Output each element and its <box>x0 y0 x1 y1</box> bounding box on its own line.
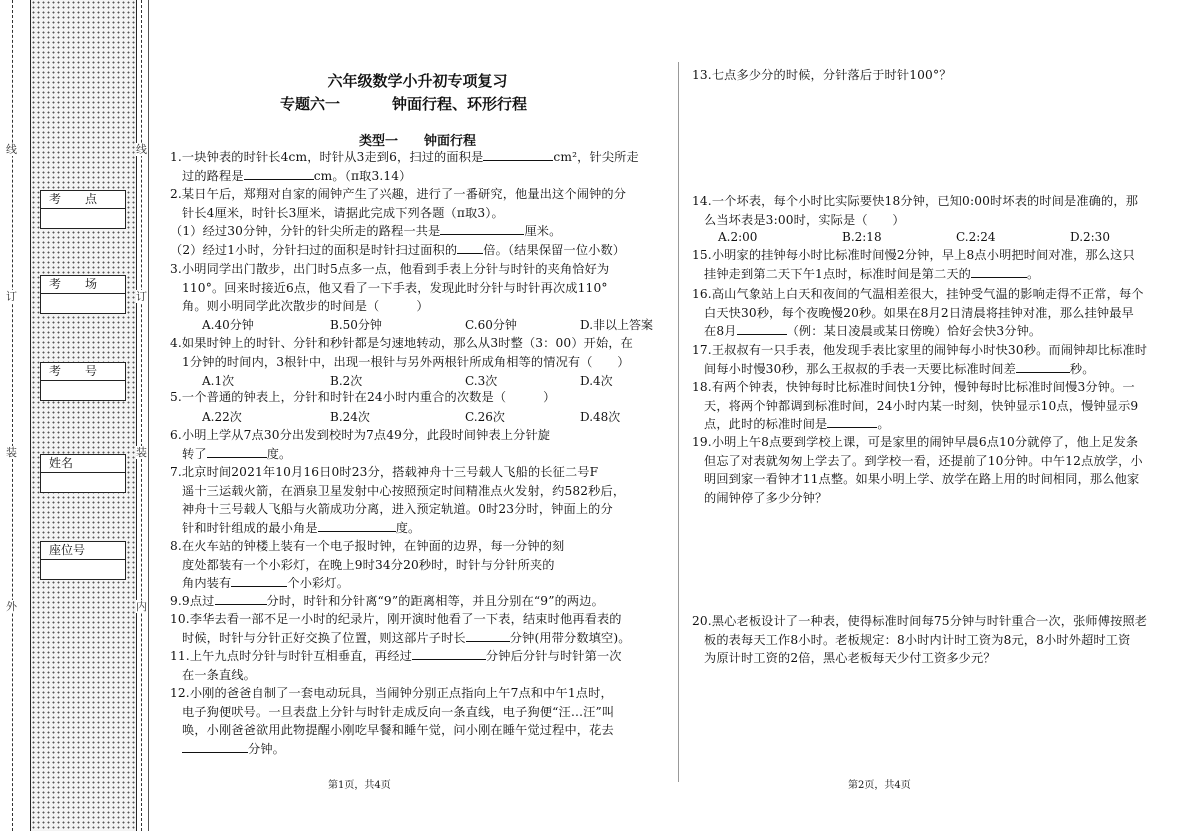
page-title: 六年级数学小升初专项复习 <box>327 72 508 90</box>
margin-char-ding: 订 <box>6 290 17 303</box>
option-d[interactable]: D.4次 <box>580 374 613 388</box>
question-text: 5.一个普通的钟表上，分针和时针在24小时内重合的次数是（ ） <box>170 390 556 404</box>
question-text: 厘米。 <box>524 224 562 239</box>
question-text: 8.在火车站的钟楼上装有一个电子报时钟，在钟面的边界，每一分钟的刻 <box>170 539 565 553</box>
question-text: 110°。回来时接近6点，他又看了一下手表，发现此时分针与时针再次成110° <box>182 280 608 295</box>
answer-blank[interactable] <box>244 167 314 180</box>
question-text: cm。（π取3.14） <box>313 168 412 183</box>
answer-blank[interactable] <box>1016 360 1070 373</box>
exam-site-field[interactable] <box>41 209 125 228</box>
question-text: 在8月 <box>704 324 737 339</box>
question-text: 3.小明同学出门散步，出门时5点多一点，他看到手表上分针与时针的夹角恰好为 <box>170 262 610 276</box>
question-text: 19.小明上午8点要到学校上课，可是家里的闹钟早晨6点10分就停了，他上足发条 <box>692 435 1139 449</box>
question-text: 分钟。 <box>248 741 286 756</box>
question-text: 20.黑心老板设计了一种表，使得标准时间每75分钟与时针重合一次，张师傅按照老 <box>692 614 1148 628</box>
option-b[interactable]: B.24次 <box>330 410 370 424</box>
exam-site-box <box>40 190 126 229</box>
exam-room-box <box>40 275 126 314</box>
question-text: 10.李华去看一部不足一小时的纪录片，刚开演时他看了一下表，结束时他再看表的 <box>170 612 622 626</box>
page-divider <box>678 62 679 782</box>
option-d[interactable]: D.非以上答案 <box>580 318 654 332</box>
options-q5 <box>170 408 665 426</box>
question-text: 角。则小明同学此次散步的时间是（ ） <box>182 299 429 314</box>
question-text: 明回到家一看钟才11点整。如果小明上学、放学在路上用的时间相同，那么他家 <box>704 472 1140 487</box>
question-17 <box>692 341 1177 378</box>
seat-number-label: 座位号 <box>41 542 125 560</box>
question-text: 度。 <box>266 446 292 461</box>
question-13 <box>692 66 1177 85</box>
question-text: 白天快30秒，每个夜晚慢20秒。如果在8月2日清晨将挂钟对准，那么挂钟最早 <box>704 305 1134 320</box>
margin-char-wai: 外 <box>6 600 17 613</box>
question-text: 倍。（结果保留一位小数） <box>483 242 626 257</box>
page-footer: 第2页，共4页 <box>848 780 911 791</box>
question-text: cm²，针尖所走 <box>553 150 639 164</box>
answer-blank[interactable] <box>483 148 553 161</box>
option-c[interactable]: C.3次 <box>465 374 498 388</box>
margin-char-xian: 线 <box>6 143 17 156</box>
question-4 <box>170 334 665 371</box>
question-text: 13.七点多少分的时候，分针落后于时针100°？ <box>692 68 952 82</box>
question-15 <box>692 246 1177 283</box>
question-3 <box>170 260 665 316</box>
topic-number: 专题六一 <box>280 95 341 113</box>
question-text: 针和时针组成的最小角是 <box>182 520 318 535</box>
question-text: 角内装有 <box>182 576 232 591</box>
question-text: 2.某日午后，郑翔对自家的闹钟产生了兴趣，进行了一番研究，他量出这个闹钟的分 <box>170 187 627 201</box>
question-5 <box>170 388 665 407</box>
answer-blank[interactable] <box>182 740 248 753</box>
name-field[interactable] <box>41 473 125 492</box>
exam-site-label: 考 点 <box>41 191 125 209</box>
question-16 <box>692 285 1177 341</box>
margin-char-zhuang-inner: 装 <box>136 446 147 459</box>
question-text: 4.如果时钟上的时针、分针和秒针都是匀速地转动，那么从3时整（3：00）开始，在 <box>170 336 634 350</box>
question-text: 个小彩灯。 <box>287 576 350 591</box>
question-text: 15.小明家的挂钟每小时比标准时间慢2分钟，早上8点小明把时间对准，那么这只 <box>692 248 1135 262</box>
question-text: 神舟十三号载人飞船与火箭成功分离，进入预定轨道。0时23分时，钟面上的分 <box>182 502 613 517</box>
question-text: 间每小时慢30秒，那么王叔叔的手表一天要比标准时间差 <box>704 361 1016 376</box>
question-text: 但忘了对表就匆匆上学去了。到学校一看，还提前了10分钟。中午12点放学，小 <box>704 453 1143 468</box>
question-text: 电子狗便吠号。一旦表盘上分针与时针走成反向一条直线，电子狗便“汪…汪”叫 <box>182 704 615 719</box>
answer-blank[interactable] <box>457 241 483 254</box>
question-text: 的闹钟停了多少分钟？ <box>704 490 828 505</box>
question-text: 板的表每天工作8小时。老板规定：8小时内计时工资为8元，8小时外超时工资 <box>704 632 1131 647</box>
page-1 <box>170 0 665 831</box>
question-text: 天，将两个钟都调到标准时间，24小时内某一时刻，快钟显示10点，慢钟显示9 <box>704 398 1139 413</box>
question-2 <box>170 185 665 259</box>
answer-blank[interactable] <box>466 629 510 642</box>
margin-char-nei: 内 <box>136 600 147 613</box>
option-a[interactable]: A.22次 <box>202 410 242 424</box>
question-text: 18.有两个钟表，快钟每时比标准时间快1分钟，慢钟每时比标准时间慢3分钟。一 <box>692 380 1135 394</box>
question-20 <box>692 612 1177 668</box>
question-text: 挂钟走到第二天下午1点时，标准时间是第二天的 <box>704 266 971 281</box>
question-text: （例：某日凌晨或某日傍晚）恰好会快3分钟。 <box>786 324 1042 339</box>
margin-char-ding-inner: 订 <box>136 290 147 303</box>
question-text: （2）经过1小时，分针扫过的面积是时针扫过面积的 <box>170 242 458 257</box>
margin-char-xian-inner: 线 <box>136 143 147 156</box>
option-a[interactable]: A.2:00 <box>718 230 758 244</box>
option-b[interactable]: B.50分钟 <box>330 318 382 332</box>
answer-blank[interactable] <box>971 265 1027 278</box>
question-14 <box>692 192 1177 229</box>
outer-cut-line <box>12 0 13 831</box>
question-text: 遥十三运载火箭，在酒泉卫星发射中心按照预定时间精准点火发射，约582秒后， <box>182 483 626 498</box>
question-19 <box>692 433 1177 507</box>
option-c[interactable]: C.60分钟 <box>465 318 517 332</box>
inner-cut-line <box>141 0 142 831</box>
seat-number-box <box>40 541 126 580</box>
question-text: 分钟(用带分数填空)。 <box>509 630 631 645</box>
question-1 <box>170 148 665 185</box>
question-8 <box>170 537 665 593</box>
question-10 <box>170 610 665 647</box>
question-text: 在一条直线。 <box>182 667 257 682</box>
binding-strip <box>30 0 137 831</box>
question-text: 17.王叔叔有一只手表，他发现手表比家里的闹钟每小时快30秒。而闹钟却比标准时 <box>692 343 1148 357</box>
option-a[interactable]: A.40分钟 <box>202 318 254 332</box>
answer-blank[interactable] <box>231 574 287 587</box>
question-text: 7.北京时间2021年10月16日0时23分，搭载神舟十三号载人飞船的长征二号F <box>170 465 599 479</box>
question-text: 时候，时针与分针正好交换了位置，则这部片子时长 <box>182 630 466 645</box>
question-text: 过的路程是 <box>182 168 244 183</box>
page-footer: 第1页，共4页 <box>328 780 391 791</box>
option-b[interactable]: B.2:18 <box>842 230 882 244</box>
question-11 <box>170 647 665 684</box>
answer-blank[interactable] <box>318 519 396 532</box>
answer-blank[interactable] <box>827 415 877 428</box>
name-box <box>40 454 126 493</box>
name-label: 姓名 <box>41 455 125 473</box>
question-text: 秒。 <box>1069 361 1095 376</box>
question-text: 1.一块钟表的时针长4cm，时针从3走到6，扫过的面积是 <box>170 150 484 164</box>
question-text: 1分钟的时间内，3根针中，出现一根针与另外两根针所成角相等的情况有（ ） <box>182 354 630 369</box>
topic-name: 钟面行程、环形行程 <box>392 95 528 113</box>
question-text: 。 <box>877 417 890 432</box>
question-text: 分时，时针和分针离“9”的距离相等，并且分别在“9”的两边。 <box>266 594 604 608</box>
option-d[interactable]: D.48次 <box>580 410 621 424</box>
question-12 <box>170 684 665 758</box>
question-text: 6.小明上学从7点30分出发到校时为7点49分，此段时间钟表上分针旋 <box>170 428 551 442</box>
question-text: 针长4厘米，时针长3厘米，请据此完成下列各题（π取3）。 <box>182 205 504 220</box>
question-text: 点，此时的标准时间是 <box>704 417 828 432</box>
question-text: 度处都装有一个小彩灯，在晚上9时34分20秒时，时针与分针所夹的 <box>182 557 555 572</box>
question-text: 9.9点过 <box>170 594 215 608</box>
question-6 <box>170 426 665 463</box>
option-d[interactable]: D.2:30 <box>1070 230 1110 244</box>
exam-number-box <box>40 362 126 401</box>
question-text: 12.小刚的爸爸自制了一套电动玩具，当闹钟分别正点指向上午7点和中午1点时， <box>170 686 613 700</box>
seat-number-field[interactable] <box>41 560 125 579</box>
question-text: （1）经过30分钟，分针的针尖所走的路程一共是 <box>170 224 441 239</box>
option-c[interactable]: C.26次 <box>465 410 505 424</box>
question-7 <box>170 463 665 537</box>
margin-border <box>148 0 149 831</box>
option-c[interactable]: C.2:24 <box>956 230 996 244</box>
page-2 <box>692 0 1177 831</box>
question-text: 。 <box>1027 266 1040 281</box>
answer-blank[interactable] <box>215 592 267 605</box>
exam-number-field[interactable] <box>41 381 125 400</box>
question-text: 转了 <box>182 446 207 461</box>
answer-blank[interactable] <box>737 322 787 335</box>
answer-blank[interactable] <box>412 647 486 660</box>
exam-room-field[interactable] <box>41 294 125 313</box>
question-text: 14.一个坏表，每个小时比实际要快18分钟，已知0:00时坏表的时间是准确的，那 <box>692 194 1139 208</box>
question-text: 么当坏表是3:00时，实际是（ ） <box>704 212 905 227</box>
question-text: 16.高山气象站上白天和夜间的气温相差很大，挂钟受气温的影响走得不正常，每个 <box>692 287 1144 301</box>
options-q3 <box>170 316 665 334</box>
option-a[interactable]: A.1次 <box>202 374 235 388</box>
question-text: 分钟后分针与时针第一次 <box>485 649 622 663</box>
answer-blank[interactable] <box>440 222 524 235</box>
question-text: 唤，小刚爸爸欲用此物提醒小刚吃早餐和睡午觉，问小刚在睡午觉过程中，花去 <box>182 723 614 738</box>
question-text: 11.上午九点时分针与时针互相垂直，再经过 <box>170 649 412 663</box>
exam-room-label: 考 场 <box>41 276 125 294</box>
question-text: 度。 <box>395 520 421 535</box>
section-heading: 类型一 钟面行程 <box>358 134 476 149</box>
option-b[interactable]: B.2次 <box>330 374 363 388</box>
question-9 <box>170 592 665 611</box>
answer-blank[interactable] <box>207 445 267 458</box>
question-18 <box>692 378 1177 434</box>
margin-char-zhuang: 装 <box>6 446 17 459</box>
exam-number-label: 考 号 <box>41 363 125 381</box>
question-text: 为原计时工资的2倍，黑心老板每天少付工资多少元？ <box>704 651 996 666</box>
